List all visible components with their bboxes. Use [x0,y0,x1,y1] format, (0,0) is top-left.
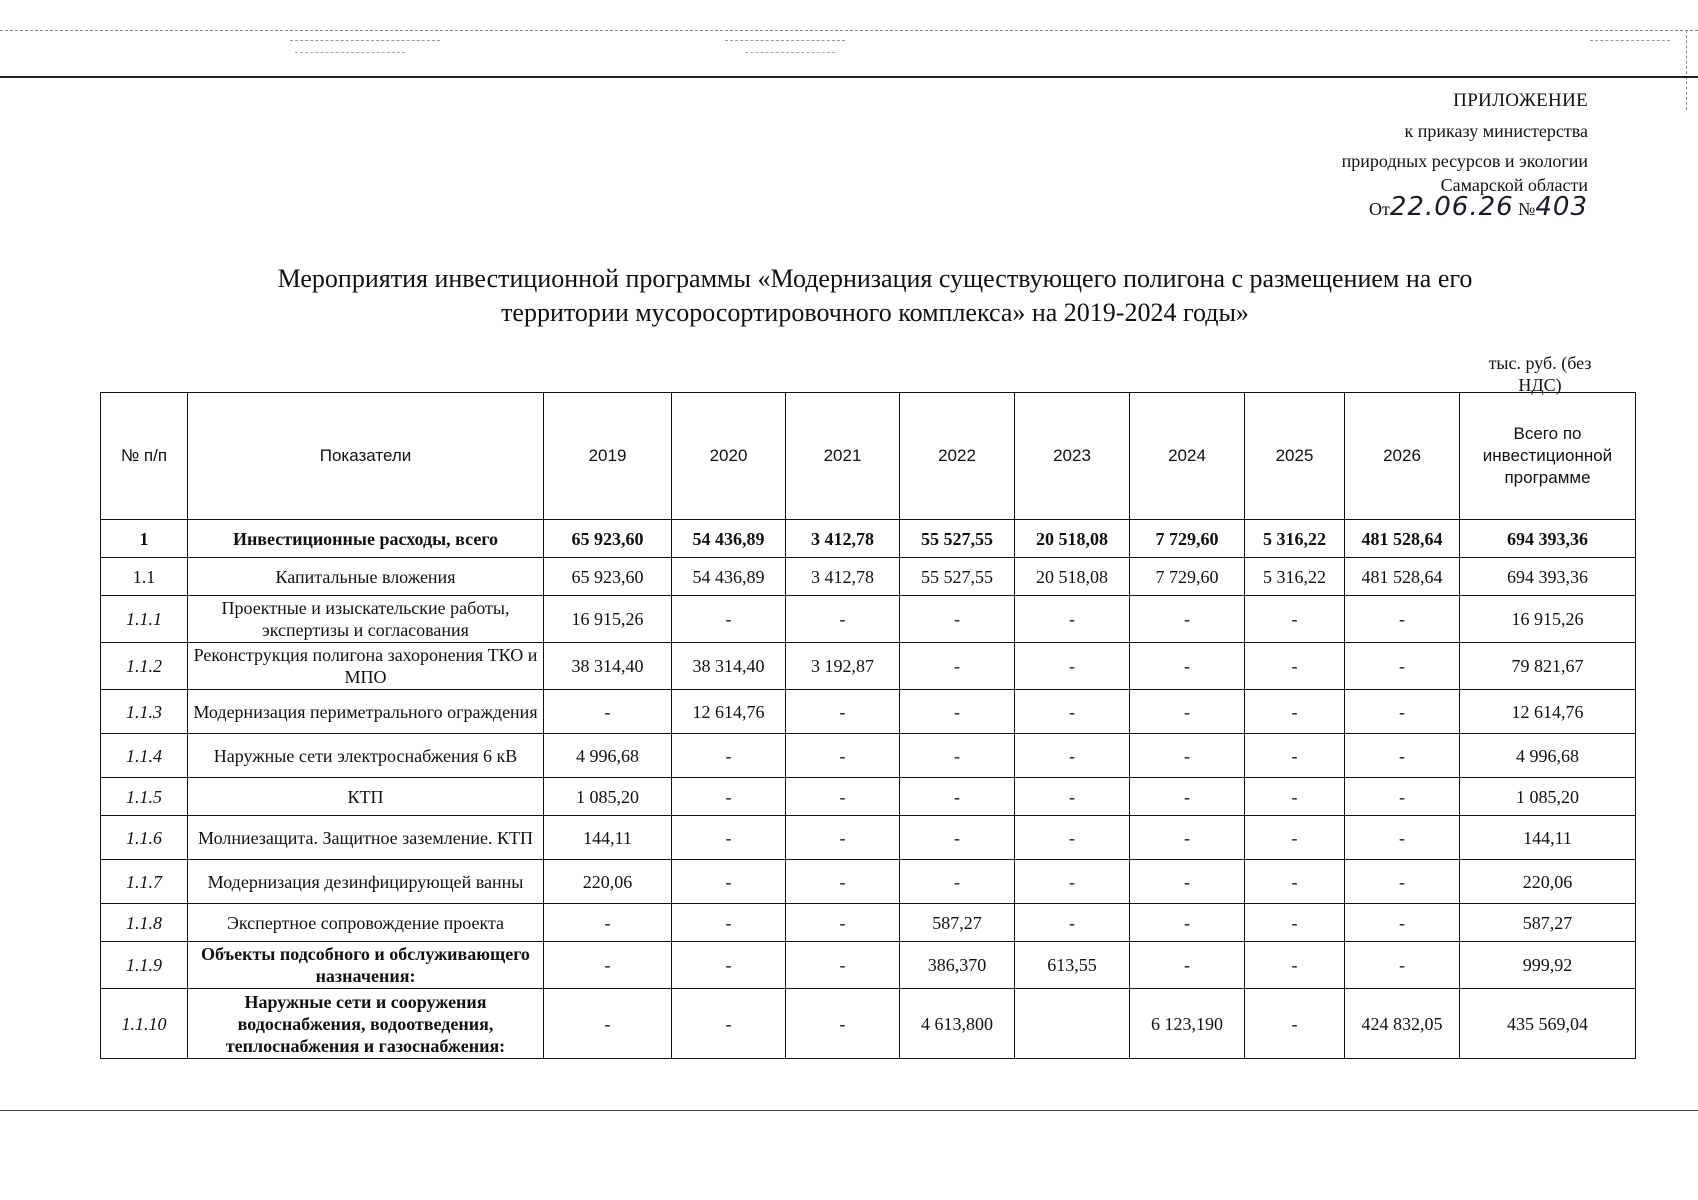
header-cell: 2019 [544,393,672,520]
order-date-handwritten: 22.06.26 [1389,192,1514,222]
value-cell: - [544,942,672,989]
header-cell: 2021 [786,393,900,520]
row-number-cell: 1.1.7 [101,860,188,904]
value-cell: 694 393,36 [1460,520,1636,558]
value-cell: 220,06 [1460,860,1636,904]
value-cell: 6 123,190 [1130,989,1245,1059]
appendix-line-3: Самарской области [1440,175,1588,195]
value-cell: - [900,643,1015,690]
table-row [101,816,1636,860]
table-row [101,778,1636,816]
value-cell: 481 528,64 [1345,558,1460,596]
row-number-cell: 1.1.6 [101,816,188,860]
row-number-cell: 1.1.10 [101,989,188,1059]
value-cell: 694 393,36 [1460,558,1636,596]
value-cell: 65 923,60 [544,520,672,558]
value-cell: 7 729,60 [1130,558,1245,596]
appendix-line-1: к приказу министерства [1404,121,1588,141]
value-cell: - [672,989,786,1059]
header-cell: Показатели [188,393,544,520]
value-cell: - [544,989,672,1059]
value-cell: 54 436,89 [672,520,786,558]
indicator-name-cell: Наружные сети и сооружения водоснабжения, водоотведения, теплоснабжения и газоснабжения: [188,989,544,1059]
value-cell: - [900,690,1015,734]
value-cell: - [1015,734,1130,778]
value-cell: - [1245,942,1345,989]
value-cell: - [672,860,786,904]
value-cell: 587,27 [1460,904,1636,942]
header-cell: 2025 [1245,393,1345,520]
row-number-cell: 1.1.1 [101,596,188,643]
row-number-cell: 1.1.9 [101,942,188,989]
header-cell: 2023 [1015,393,1130,520]
page-top-edge [0,76,1698,78]
value-cell: 3 412,78 [786,520,900,558]
value-cell: - [1345,734,1460,778]
value-cell: - [1015,778,1130,816]
value-cell: - [1015,904,1130,942]
appendix-block [1258,86,1588,222]
value-cell: - [1130,816,1245,860]
value-cell: - [672,904,786,942]
value-cell: 38 314,40 [544,643,672,690]
value-cell: 386,370 [900,942,1015,989]
row-number-cell: 1.1.3 [101,690,188,734]
value-cell: - [1245,778,1345,816]
header-cell: 2020 [672,393,786,520]
investment-table [100,392,1636,1059]
value-cell: 4 613,800 [900,989,1015,1059]
header-cell: № п/п [101,393,188,520]
value-cell: - [1245,643,1345,690]
row-number-cell: 1 [101,520,188,558]
value-cell: 55 527,55 [900,558,1015,596]
indicator-name-cell: Модернизация периметрального ограждения [188,690,544,734]
table-row [101,989,1636,1059]
scan-artifact [1590,40,1670,41]
scan-artifact [290,40,440,41]
value-cell: - [1245,816,1345,860]
indicator-name-cell: Молниезащита. Защитное заземление. КТП [188,816,544,860]
row-number-cell: 1.1.2 [101,643,188,690]
value-cell: - [786,860,900,904]
header-cell: Всего по инвестиционной программе [1460,393,1636,520]
value-cell: - [1130,778,1245,816]
indicator-name-cell: Проектные и изыскательские работы, экспертизы и согласования [188,596,544,643]
appendix-caption: ПРИЛОЖЕНИЕ [1453,90,1588,111]
value-cell: - [1015,690,1130,734]
header-cell: 2024 [1130,393,1245,520]
table-row [101,942,1636,989]
value-cell: - [672,816,786,860]
value-cell: 5 316,22 [1245,520,1345,558]
value-cell: 424 832,05 [1345,989,1460,1059]
value-cell: - [672,734,786,778]
scan-artifact [0,30,1698,32]
page-bottom-edge [0,1110,1698,1111]
scan-artifact [1686,30,1688,110]
indicator-name-cell: Наружные сети электроснабжения 6 кВ [188,734,544,778]
header-cell: 2026 [1345,393,1460,520]
table-row [101,558,1636,596]
value-cell: - [786,596,900,643]
scan-artifact [295,52,405,53]
value-cell: - [900,596,1015,643]
indicator-name-cell: Объекты подсобного и обслуживающего назначения: [188,942,544,989]
value-cell: 54 436,89 [672,558,786,596]
indicator-name-cell: Инвестиционные расходы, всего [188,520,544,558]
value-cell: - [786,816,900,860]
value-cell: 12 614,76 [1460,690,1636,734]
value-cell: - [1015,596,1130,643]
value-cell: - [1015,860,1130,904]
value-cell: - [672,942,786,989]
indicator-name-cell: Реконструкция полигона захоронения ТКО и МПО [188,643,544,690]
value-cell: 1 085,20 [544,778,672,816]
value-cell: 999,92 [1460,942,1636,989]
value-cell: 1 085,20 [1460,778,1636,816]
scan-artifact [745,52,835,53]
value-cell [1015,989,1130,1059]
row-number-cell: 1.1.5 [101,778,188,816]
value-cell: - [1245,989,1345,1059]
order-number-handwritten: 403 [1535,192,1588,222]
value-cell: 16 915,26 [544,596,672,643]
value-cell: - [1130,860,1245,904]
table-body [101,520,1636,1059]
value-cell: 79 821,67 [1460,643,1636,690]
title-line-1: Мероприятия инвестиционной программы «Модернизация существующего полигона с размещением на его [277,264,1473,293]
appendix-line-2: природных ресурсов и экологии [1341,151,1588,171]
row-number-cell: 1.1.4 [101,734,188,778]
header-cell: 2022 [900,393,1015,520]
value-cell: 12 614,76 [672,690,786,734]
scan-artifact [725,40,845,41]
value-cell: - [1130,904,1245,942]
value-cell: - [1345,778,1460,816]
indicator-name-cell: Экспертное сопровождение проекта [188,904,544,942]
value-cell: - [1245,596,1345,643]
row-number-cell: 1.1.8 [101,904,188,942]
value-cell: - [1130,942,1245,989]
document-title [100,262,1650,330]
value-cell: - [900,816,1015,860]
value-cell: 435 569,04 [1460,989,1636,1059]
value-cell: 481 528,64 [1345,520,1460,558]
value-cell: - [786,690,900,734]
value-cell: 4 996,68 [1460,734,1636,778]
table-row [101,596,1636,643]
value-cell: - [1345,690,1460,734]
value-cell: - [1245,690,1345,734]
value-cell: - [786,942,900,989]
value-cell: - [1130,596,1245,643]
value-cell: 5 316,22 [1245,558,1345,596]
value-cell: - [1345,860,1460,904]
table-row [101,690,1636,734]
value-cell: 20 518,08 [1015,558,1130,596]
indicator-name-cell: Модернизация дезинфицирующей ванны [188,860,544,904]
table-row [101,860,1636,904]
value-cell: 613,55 [1015,942,1130,989]
table-row [101,520,1636,558]
table-header-row [101,393,1636,520]
value-cell: - [1245,904,1345,942]
value-cell: - [786,734,900,778]
indicator-name-cell: КТП [188,778,544,816]
value-cell: 55 527,55 [900,520,1015,558]
value-cell: - [672,778,786,816]
value-cell: - [900,778,1015,816]
value-cell: - [786,989,900,1059]
value-cell: - [1130,643,1245,690]
row-number-cell: 1.1 [101,558,188,596]
value-cell: - [786,904,900,942]
value-cell: - [1130,734,1245,778]
value-cell: - [544,904,672,942]
order-line [1258,194,1588,222]
value-cell: - [1245,860,1345,904]
indicator-name-cell: Капитальные вложения [188,558,544,596]
value-cell: - [1345,904,1460,942]
value-cell: - [1015,816,1130,860]
value-cell: 144,11 [1460,816,1636,860]
table-row [101,904,1636,942]
table-row [101,643,1636,690]
value-cell: - [1245,734,1345,778]
value-cell: - [1015,643,1130,690]
order-prefix: От [1369,199,1390,219]
value-cell: 220,06 [544,860,672,904]
value-cell: 4 996,68 [544,734,672,778]
table-row [101,734,1636,778]
units-note: тыс. руб. (без НДС) [1488,353,1592,395]
title-line-2: территории мусоросортировочного комплекса» на 2019-2024 годы» [501,298,1249,327]
value-cell: - [544,690,672,734]
value-cell: - [1130,690,1245,734]
value-cell: 65 923,60 [544,558,672,596]
value-cell: 3 412,78 [786,558,900,596]
value-cell: - [900,860,1015,904]
value-cell: 144,11 [544,816,672,860]
value-cell: - [1345,643,1460,690]
value-cell: - [900,734,1015,778]
value-cell: - [1345,816,1460,860]
value-cell: 16 915,26 [1460,596,1636,643]
value-cell: - [1345,942,1460,989]
value-cell: 3 192,87 [786,643,900,690]
order-number-label: № [1518,199,1536,219]
value-cell: 20 518,08 [1015,520,1130,558]
value-cell: 38 314,40 [672,643,786,690]
value-cell: - [786,778,900,816]
value-cell: 587,27 [900,904,1015,942]
value-cell: 7 729,60 [1130,520,1245,558]
value-cell: - [1345,596,1460,643]
value-cell: - [672,596,786,643]
